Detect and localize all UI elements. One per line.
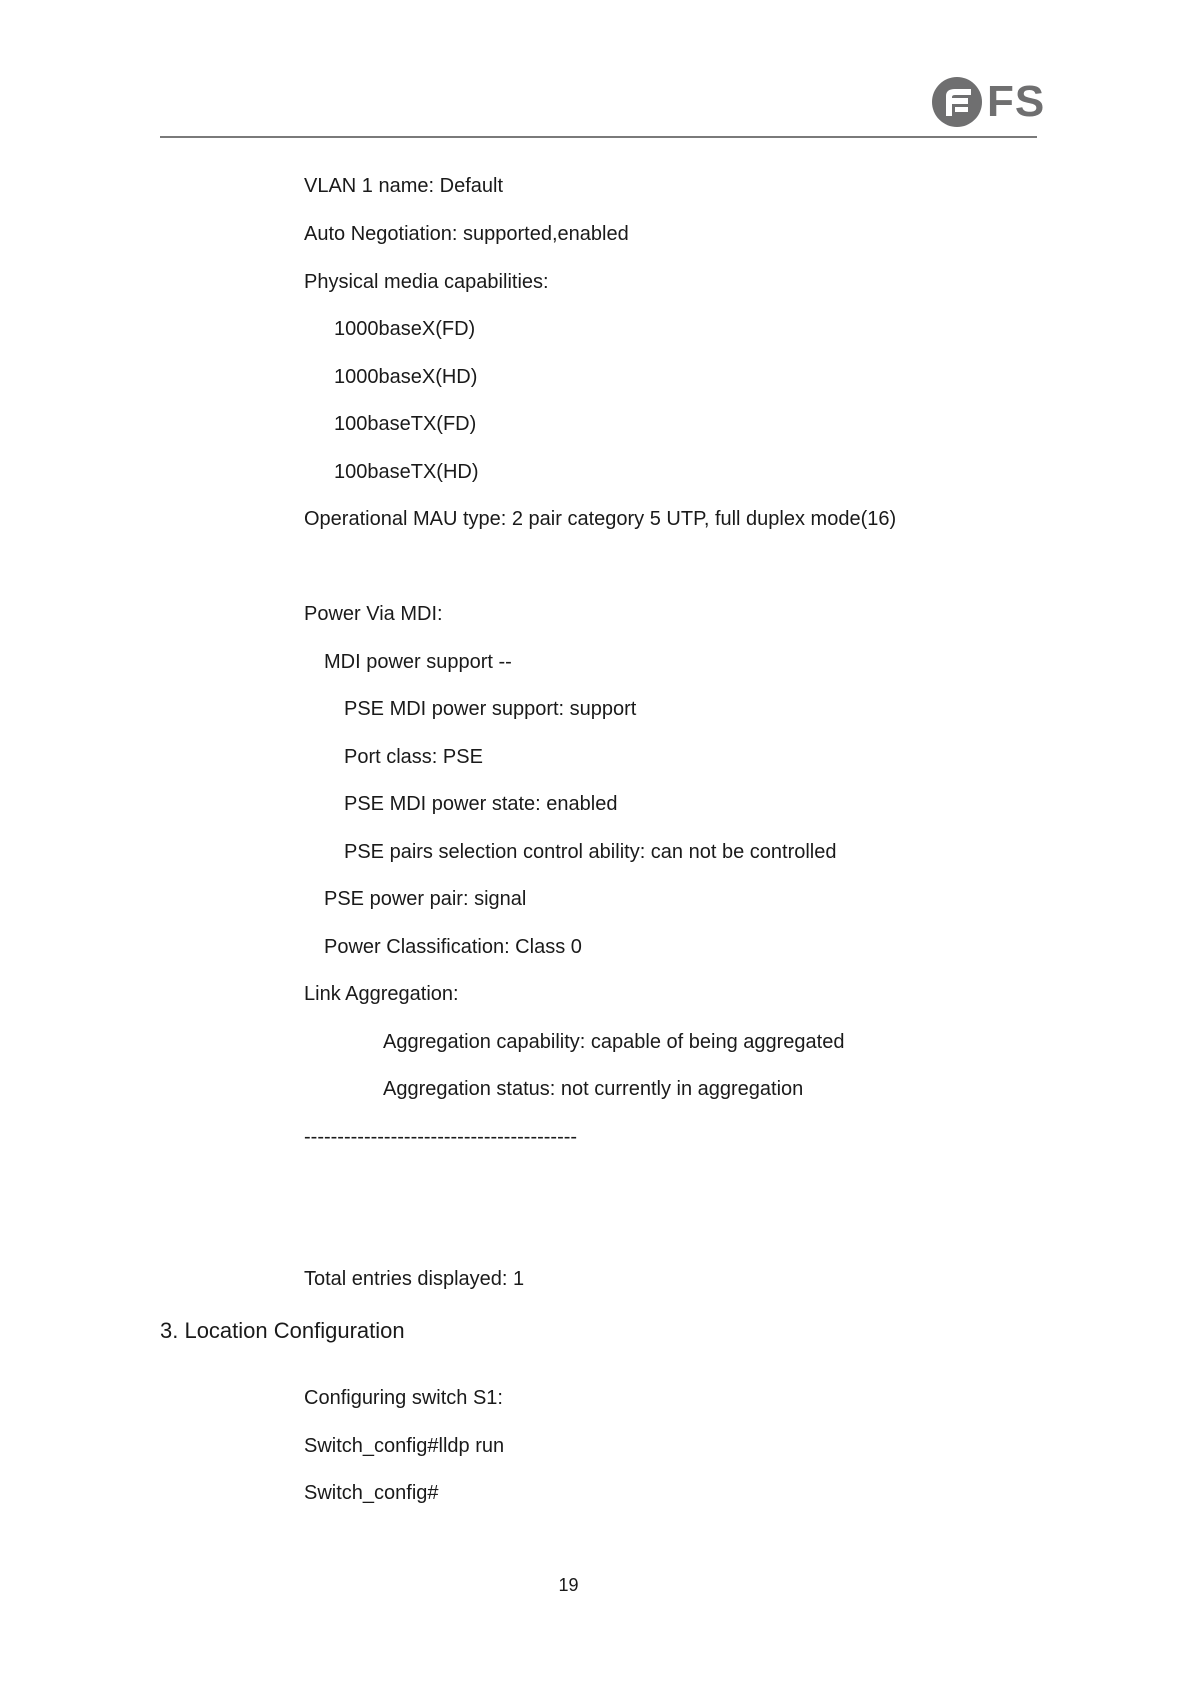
section-heading: 3. Location Configuration <box>160 1318 405 1343</box>
pse-pairs-selection-line: PSE pairs selection control ability: can not be controlled <box>344 841 837 863</box>
port-class-line: Port class: PSE <box>344 746 483 768</box>
power-via-mdi-line: Power Via MDI: <box>304 603 443 625</box>
mdi-power-support-line: MDI power support -- <box>324 651 512 673</box>
capability-line: 100baseTX(FD) <box>334 413 477 435</box>
aggregation-capability-line: Aggregation capability: capable of being aggregated <box>383 1031 845 1053</box>
pse-mdi-power-support-line: PSE MDI power support: support <box>344 698 637 720</box>
auto-negotiation-line: Auto Negotiation: supported,enabled <box>304 223 629 245</box>
operational-mau-line: Operational MAU type: 2 pair category 5 UTP, full duplex mode(16) <box>304 508 897 530</box>
pse-mdi-power-state-line: PSE MDI power state: enabled <box>344 793 618 815</box>
physical-media-capabilities-line: Physical media capabilities: <box>304 271 549 293</box>
capability-line: 1000baseX(HD) <box>334 366 478 388</box>
fs-logo <box>931 74 1045 130</box>
aggregation-status-line: Aggregation status: not currently in aggregation <box>383 1078 804 1100</box>
pse-power-pair-line: PSE power pair: signal <box>324 888 527 910</box>
fs-logo-icon <box>931 76 983 128</box>
power-classification-line: Power Classification: Class 0 <box>324 936 582 958</box>
vlan-name-line: VLAN 1 name: Default <box>304 175 503 197</box>
header-divider <box>160 136 1037 138</box>
logo-text: FS <box>987 77 1046 126</box>
lldp-run-command-line: Switch_config#lldp run <box>304 1435 505 1457</box>
total-entries-line: Total entries displayed: 1 <box>304 1268 525 1290</box>
page-number: 19 <box>558 1575 579 1595</box>
capability-line: 100baseTX(HD) <box>334 461 479 483</box>
configuring-switch-line: Configuring switch S1: <box>304 1387 503 1409</box>
config-prompt-line: Switch_config# <box>304 1482 439 1504</box>
link-aggregation-line: Link Aggregation: <box>304 983 459 1005</box>
capability-line: 1000baseX(FD) <box>334 318 476 340</box>
separator-line: ----------------------------------------- <box>304 1126 578 1148</box>
